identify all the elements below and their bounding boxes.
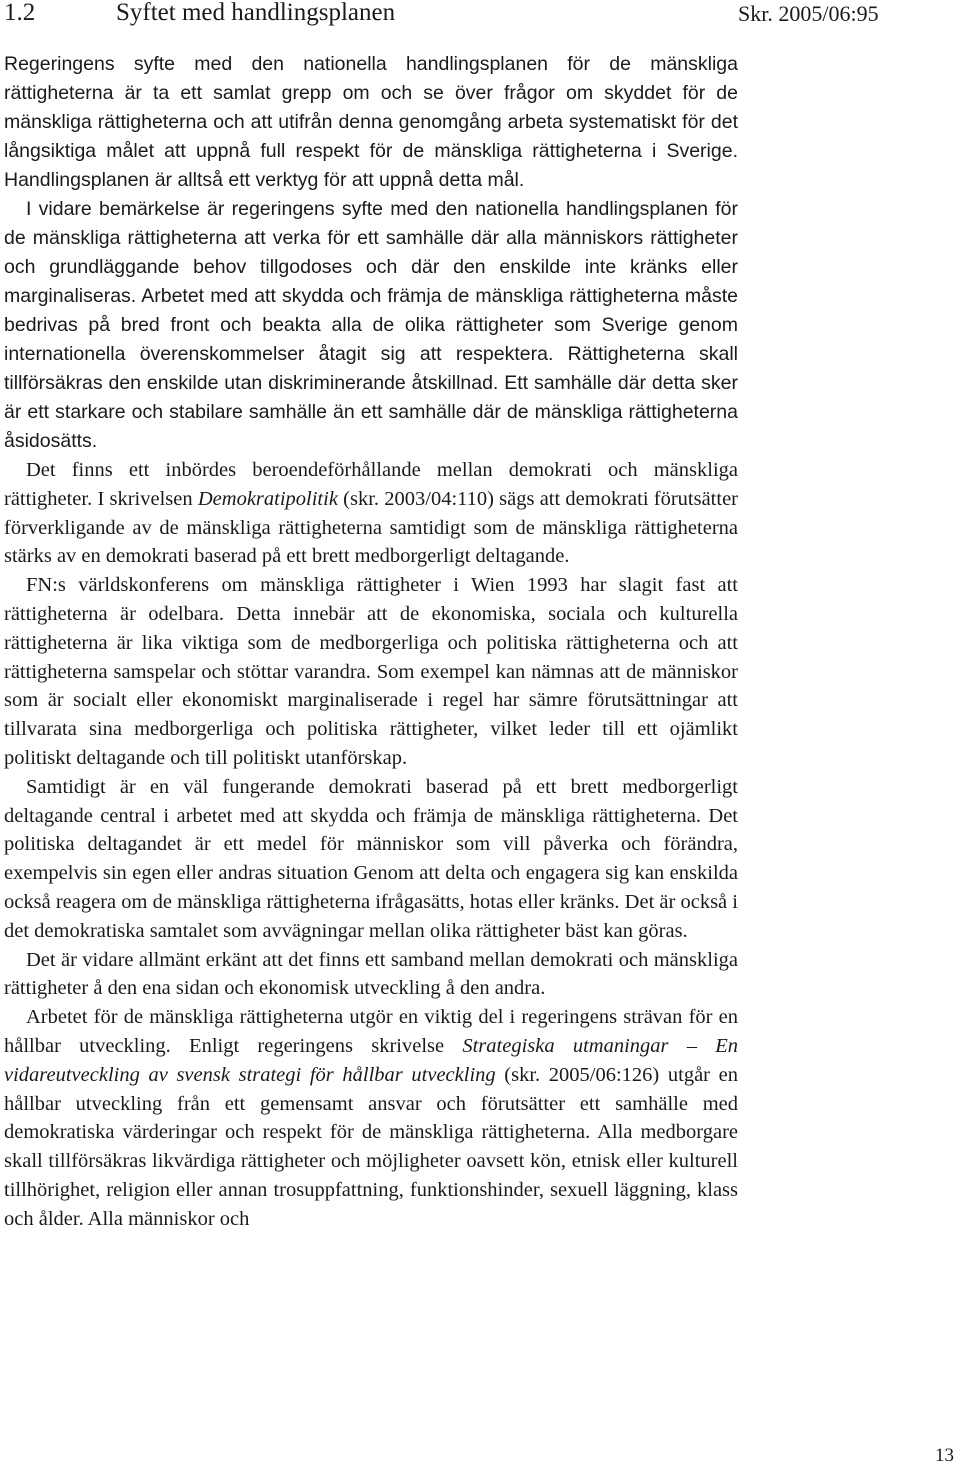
paragraph-7-text-b: (skr. 2005/06:126) utgår en hållbar utveckling från ett gemensamt ansvar och förutsätter ett samhälle med demokratiska värderingar och respekt för de mänskliga rättigheterna. Alla medborgare skall tillförsäkras likvärdiga rättigheter och möjligheter oavsett kön, etnisk eller kulturell tillhörighet, religion eller annan trosuppfattning, funktionshinder, sexuell läggning, klass och ålder. Alla människor och <box>4 1063 738 1230</box>
paragraph-5: Samtidigt är en väl fungerande demokrati baserad på ett brett medborgerligt deltagande central i arbetet med att skydda och främja de mänskliga rättigheterna. Det politiska deltagandet är ett medel för människor som vill påverka och förändra, exempelvis sin egen eller andras situation Genom att delta och engagera sig kan enskilda också reagera om de mänskliga rättigheterna ifrågasätts, hotas eller kränks. Det är också i det demokratiska samtalet som avvägningar mellan olika rättigheter bäst kan göras. <box>4 775 738 942</box>
paragraph-3 <box>4 456 738 571</box>
body-text <box>4 50 738 1234</box>
paragraph-4: FN:s världskonferens om mänskliga rättigheter i Wien 1993 har slagit fast att rättigheterna är odelbara. Detta innebär att de ekonomiska, sociala och kulturella rättigheterna är lika viktiga som de medborgerliga och politiska rättigheterna och att rättigheterna samspelar och stöttar varandra. Som exempel kan nämnas att de människor som är socialt eller ekonomiskt marginaliserade i regel har sämre förutsättningar att tillvarata sina medborgerliga och politiska rättigheter, vilket leder till ett ojämlikt politiskt deltagande och till politiskt utanförskap. <box>4 574 738 769</box>
paragraph-3-title: Demokratipolitik <box>197 487 338 510</box>
paragraph-3-text-b: (skr. 2003/04:110) sägs att demokrati förutsätter förverkligande av de mänskliga rättigheterna samtidigt som de mänskliga rättigheterna stärks av en demokrati baserad på ett brett medborgerligt deltagande. <box>4 487 738 568</box>
paragraph-3-text-a: Det finns ett inbördes beroendeförhållande mellan demokrati och mänskliga rättigheter. I skrivelsen <box>4 459 738 510</box>
document-reference: Skr. 2005/06:95 <box>738 1 879 26</box>
page-number: 13 <box>935 1445 954 1466</box>
paragraph-6: Det är vidare allmänt erkänt att det finns ett samband mellan demokrati och mänskliga rättigheter å den ena sidan och ekonomisk utveckling å den andra. <box>4 948 738 1000</box>
paragraph-2: I vidare bemärkelse är regeringens syfte med den nationella handlingsplanen för de mänskliga rättigheterna att verka för ett samhälle där alla människors rättigheter och grundläggande behov tillgodoses och där den enskilde inte kränks eller marginaliseras. Arbetet med att skydda och främja de mänskliga rättigheterna måste bedrivas på bred front och beakta alla de olika rättigheter som Sverige genom internationella överenskommelser åtagit sig att respektera. Rättigheterna skall tillförsäkras den enskilde utan diskriminerande åtskillnad. Ett samhälle där detta sker är ett starkare och stabilare samhälle än ett samhälle där de mänskliga rättigheterna åsidosätts. <box>4 198 738 452</box>
paragraph-7-text-a: Arbetet för de mänskliga rättigheterna utgör en viktig del i regeringens strävan för en hållbar utveckling. Enligt regeringens skrivelse <box>4 1006 738 1057</box>
paragraph-1: Regeringens syfte med den nationella handlingsplanen för de mänskliga rättigheterna är ta ett samlat grepp om och se över frågor om skyddet för de mänskliga rättigheterna och att utifrån denna genomgång arbeta systematiskt för det långsiktiga målet att uppnå full respekt för de mänskliga rättigheterna i Sverige. Handlingsplanen är alltså ett verktyg för att uppnå detta mål. <box>4 53 738 191</box>
section-heading <box>4 0 395 28</box>
paragraph-7-title: Strategiska utmaningar – En vidareutveckling av svensk strategi för hållbar utveckling <box>4 1034 738 1086</box>
section-number: 1.2 <box>4 0 36 26</box>
section-title: Syftet med handlingsplanen <box>116 0 396 26</box>
paragraph-7 <box>4 1003 738 1233</box>
